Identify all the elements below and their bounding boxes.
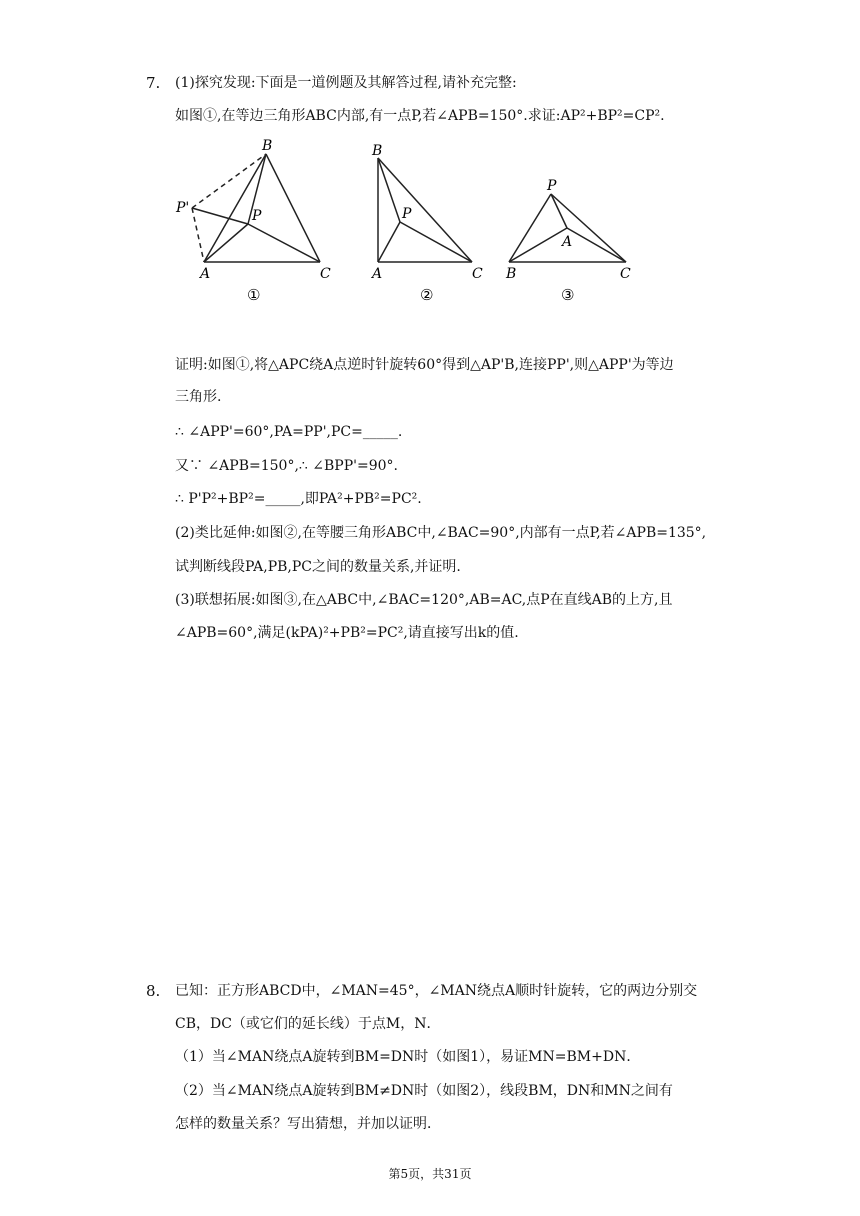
fig1-caption: ① xyxy=(247,286,261,304)
fig3-label-a: A xyxy=(562,234,573,250)
fig3-edge-ab xyxy=(509,228,567,262)
q7-part3-line-2: ∠APB=60°,满足(kPA)²+PB²=PC²,请直接写出k的值. xyxy=(175,625,519,641)
q7-figures-svg xyxy=(168,138,631,310)
fig1-label-c: C xyxy=(320,266,331,282)
q8-line-5: 怎样的数量关系？写出猜想，并加以证明． xyxy=(175,1116,441,1132)
figure-3 xyxy=(509,194,626,262)
q7-part3-line-1: (3)联想拓展:如图③,在△ABC中,∠BAC=120°,AB=AC,点P在直线AB的上方,且 xyxy=(175,592,673,608)
q8-line-4: （2）当∠MAN绕点A旋转到BM≠DN时（如图2），线段BM，DN和MN之间有 xyxy=(175,1083,673,1099)
q7-proof-line-1: 证明:如图①,将△APC绕A点逆时针旋转60°得到△AP'B,连接PP',则△APP'为等边 xyxy=(175,357,674,373)
fig2-edge-bc xyxy=(378,158,472,262)
q7-figures xyxy=(168,138,631,310)
fig3-label-c: C xyxy=(620,266,631,282)
fig1-label-pprime: P' xyxy=(176,200,190,216)
fig1-label-a: A xyxy=(200,266,211,282)
q7-proof-line-5: ∴ P'P²+BP²=_____,即PA²+PB²=PC². xyxy=(175,491,422,507)
fig2-label-a: A xyxy=(372,266,383,282)
q7-intro: (1)探究发现:下面是一道例题及其解答过程,请补充完整: xyxy=(175,75,517,91)
fig3-label-p: P xyxy=(547,178,557,194)
q7-part2-line-2: 试判断线段PA,PB,PC之间的数量关系,并证明. xyxy=(175,559,461,575)
fig1-edge-ap xyxy=(204,224,248,262)
fig1-label-b: B xyxy=(262,138,273,154)
fig3-edge-pa xyxy=(551,194,567,228)
q7-part2-line-1: (2)类比延伸:如图②,在等腰三角形ABC中,∠BAC=90°,内部有一点P,若∠APB=135°, xyxy=(175,525,707,541)
fig3-edge-ac xyxy=(567,228,626,262)
page-footer: 第5页，共31页 xyxy=(388,1167,472,1181)
fig2-label-p: P xyxy=(402,206,412,222)
q7-statement: 如图①,在等边三角形ABC内部,有一点P,若∠APB=150°.求证:AP²+BP²=CP². xyxy=(175,108,665,124)
q8-line-1: 已知：正方形ABCD中，∠MAN=45°，∠MAN绕点A顺时针旋转，它的两边分别交 xyxy=(175,983,698,999)
q8-line-3: （1）当∠MAN绕点A旋转到BM=DN时（如图1），易证MN=BM+DN． xyxy=(175,1049,641,1065)
fig3-label-b: B xyxy=(506,266,517,282)
fig2-label-b: B xyxy=(372,143,383,159)
fig2-edge-ap xyxy=(378,222,400,262)
fig3-edge-pb xyxy=(509,194,551,262)
fig3-caption: ③ xyxy=(561,286,575,304)
fig1-edge-cp xyxy=(248,224,320,262)
fig3-edge-pc xyxy=(551,194,626,262)
fig2-edge-cp xyxy=(400,222,472,262)
q7-proof-line-3: ∴ ∠APP'=60°,PA=PP',PC=_____. xyxy=(175,424,403,440)
q7-proof-line-2: 三角形. xyxy=(175,389,222,405)
q7-proof-line-4: 又∵ ∠APB=150°,∴ ∠BPP'=90°. xyxy=(175,458,398,474)
fig1-dashed-pprime-a xyxy=(192,208,204,262)
fig1-label-p: P xyxy=(252,208,262,224)
question-8-number: 8. xyxy=(146,982,161,1000)
fig1-edge-bc xyxy=(266,154,320,262)
figure-2 xyxy=(378,158,472,262)
fig1-edge-ppprime xyxy=(192,208,248,224)
fig2-caption: ② xyxy=(420,286,434,304)
question-7-number: 7. xyxy=(146,74,161,92)
fig2-edge-bp xyxy=(378,158,400,222)
q8-line-2: CB，DC（或它们的延长线）于点M，N． xyxy=(175,1016,441,1032)
fig2-label-c: C xyxy=(472,266,483,282)
